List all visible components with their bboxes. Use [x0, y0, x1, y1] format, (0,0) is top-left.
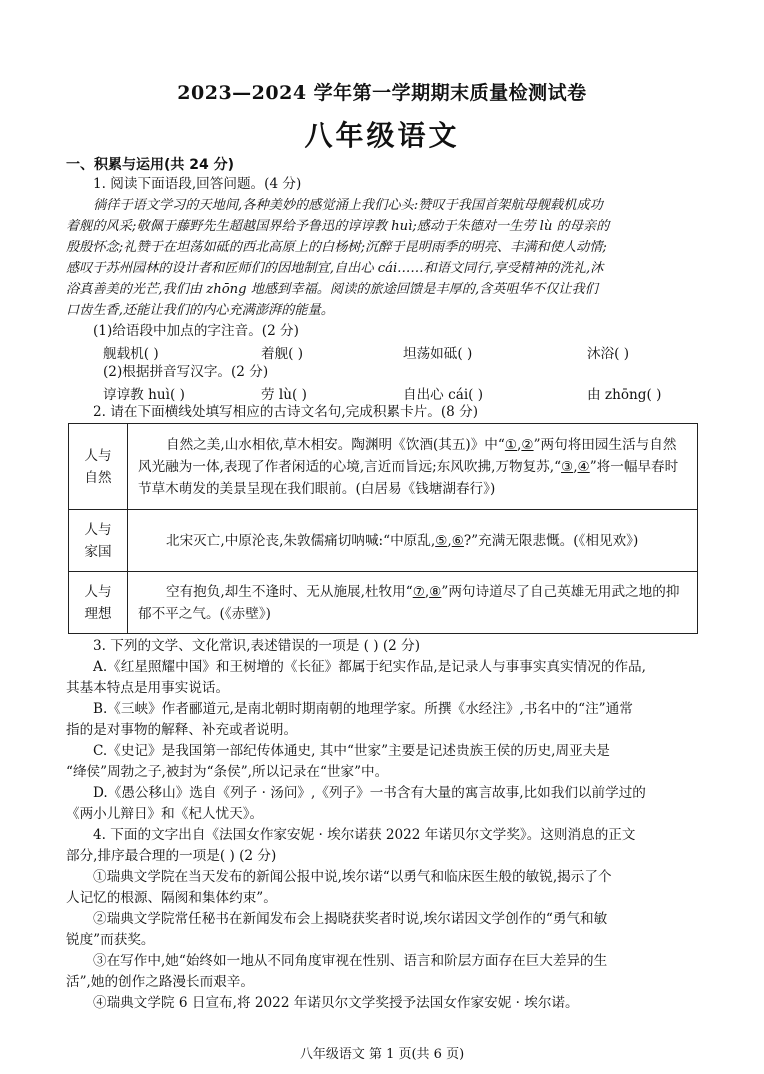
- q1-sub2-item[interactable]: 劳 lù( ): [261, 387, 307, 403]
- q3-option-line[interactable]: B.《三峡》作者郦道元,是南北朝时期南朝的地理学家。所撰《水经注》,书名中的“注”通常: [93, 701, 633, 717]
- q1-passage-line: 口齿生香,还能让我们的内心充满澎湃的能量。: [66, 303, 334, 318]
- q4-sentence: 锐度”而获奖。: [66, 932, 155, 948]
- card-text: 空有抱负,却生不逢时、无从施展,杜牧用“⑦,⑧”两句诗道尽了自己英雄无用武之地的抑郁不平之气。(《赤壁》): [128, 572, 698, 634]
- q2-stem: 2. 请在下面横线处填写相应的古诗文名句,完成积累卡片。(8 分): [93, 404, 479, 420]
- accumulation-card: [68, 423, 698, 634]
- q3-option-line: 其基本特点是用事实说话。: [66, 680, 230, 696]
- q1-passage-line: 浴真善美的光芒,我们由 zhōng 地感到幸福。阅读的旅途回馈是丰厚的,含英咀华不仅让我们: [66, 282, 598, 297]
- q3-option-line: 《两小儿辩日》和《杞人忧天》。: [66, 806, 264, 822]
- page-footer: 八年级语文 第 1 页(共 6 页): [299, 1047, 465, 1062]
- q1-sub1-items: [103, 342, 703, 362]
- blank-field[interactable]: ①: [504, 436, 518, 453]
- q3-option-line: 指的是对事物的解释、补充或者说明。: [66, 722, 298, 738]
- card-row: [69, 510, 698, 572]
- q4-sentence: ①瑞典文学院在当天发布的新闻公报中说,埃尔诺“以勇气和临床医生般的敏锐,揭示了个: [93, 869, 612, 885]
- exam-title: 2023—2024 学年第一学期期末质量检测试卷: [177, 82, 587, 104]
- card-row: [69, 424, 698, 510]
- blank-field[interactable]: ⑤: [435, 532, 448, 549]
- q3-option-line: “绛侯”周勃之子,被封为“条侯”,所以记录在“世家”中。: [66, 764, 389, 780]
- q1-sub2-stem: (2)根据拼音写汉字。(2 分): [103, 364, 269, 380]
- q3-option-line[interactable]: A.《红星照耀中国》和王树增的《长征》都属于纪实作品,是记录人与事事实真实情况的作品,: [93, 659, 646, 675]
- q1-passage-line: 殷殷怀念;礼赞于在坦荡如砥的西北高原上的白杨树;沉醉于昆明雨季的明亮、丰满和使人动情;: [66, 240, 607, 255]
- q1-stem: 1. 阅读下面语段,回答问题。(4 分): [93, 176, 302, 192]
- blank-field[interactable]: ⑥: [451, 532, 464, 549]
- q1-sub2-item[interactable]: 自出心 cái( ): [403, 387, 484, 403]
- q4-sentence: ④瑞典文学院 6 日宣布,将 2022 年诺贝尔文学奖授予法国女作家安妮 · 埃尔诺。: [93, 995, 579, 1011]
- q4-sentence: 活”,她的创作之路漫长而艰辛。: [66, 974, 254, 990]
- q4-stem: 4. 下面的文字出自《法国女作家安妮 · 埃尔诺获 2022 年诺贝尔文学奖》。这则消息的正文: [93, 827, 636, 843]
- q4-stem: 部分,排序最合理的一项是( ) (2 分): [66, 848, 277, 864]
- q1-sub2-item[interactable]: 由 zhōng( ): [587, 387, 662, 403]
- blank-field[interactable]: ②: [521, 436, 534, 453]
- blank-field[interactable]: ⑧: [429, 583, 442, 600]
- card-label: 人与 理想: [69, 572, 128, 634]
- q3-option-line[interactable]: D.《愚公移山》选自《列子 · 汤问》,《列子》一书含有大量的寓言故事,比如我们以前学过的: [93, 785, 646, 801]
- section-heading: 一、积累与运用(共 24 分): [66, 157, 235, 173]
- subject-title: 八年级语文: [304, 119, 460, 152]
- q1-sub1-item[interactable]: 坦荡如砥( ): [403, 346, 473, 362]
- card-row: [69, 572, 698, 634]
- card-label: 人与 家国: [69, 510, 128, 572]
- q1-passage-line: 徜徉于语文学习的天地间,各种美妙的感觉涌上我们心头:赞叹于我国首架航母舰载机成功: [93, 198, 603, 213]
- q1-passage-line: 感叹于苏州园林的设计者和匠师们的因地制宜,自出心 cái……和语文同行,享受精神的洗礼,沐: [66, 261, 604, 276]
- card-label: 人与 自然: [69, 424, 128, 510]
- q4-sentence: 人记忆的根源、隔阂和集体约束”。: [66, 890, 277, 906]
- q4-sentence: ②瑞典文学院常任秘书在新闻发布会上揭晓获奖者时说,埃尔诺因文学创作的“勇气和敏: [93, 911, 608, 927]
- q1-sub1-stem: (1)给语段中加点的字注音。(2 分): [93, 323, 299, 339]
- card-text: 自然之美,山水相依,草木相安。陶渊明《饮酒(其五)》中“①,②”两句将田园生活与自然风光融为一体,表现了作者闲适的心境,言近而旨远;东风吹拂,万物复苏,“③,④”将一幅早春时节草木萌发的美景呈现在我们眼前。(白居易《钱塘湖春行》): [128, 424, 698, 510]
- q3-option-line[interactable]: C.《史记》是我国第一部纪传体通史, 其中“世家”主要是记述贵族王侯的历史,周亚夫是: [93, 743, 610, 759]
- blank-field[interactable]: ⑦: [412, 583, 425, 600]
- q1-sub1-item[interactable]: 沐浴( ): [587, 346, 630, 362]
- q4-sentence: ③在写作中,她“始终如一地从不同角度审视在性别、语言和阶层方面存在巨大差异的生: [93, 953, 608, 969]
- q3-stem: 3. 下列的文学、文化常识,表述错误的一项是 ( ) (2 分): [93, 638, 421, 654]
- blank-field[interactable]: ④: [577, 458, 590, 475]
- q1-sub2-items: [103, 383, 703, 403]
- q1-passage-line: 着舰的风采;敬佩于藤野先生超越国界给予鲁迅的谆谆教 huì;感动于朱德对一生劳 lù 的母亲的: [66, 219, 610, 234]
- card-text: 北宋灭亡,中原沦丧,朱敦儒痛切呐喊:“中原乱,⑤,⑥?”充满无限悲慨。(《相见欢》): [128, 510, 698, 572]
- q1-sub1-item[interactable]: 舰载机( ): [103, 346, 159, 362]
- blank-field[interactable]: ③: [561, 458, 574, 475]
- q1-sub1-item[interactable]: 着舰( ): [261, 346, 304, 362]
- q1-sub2-item[interactable]: 谆谆教 huì( ): [103, 387, 185, 403]
